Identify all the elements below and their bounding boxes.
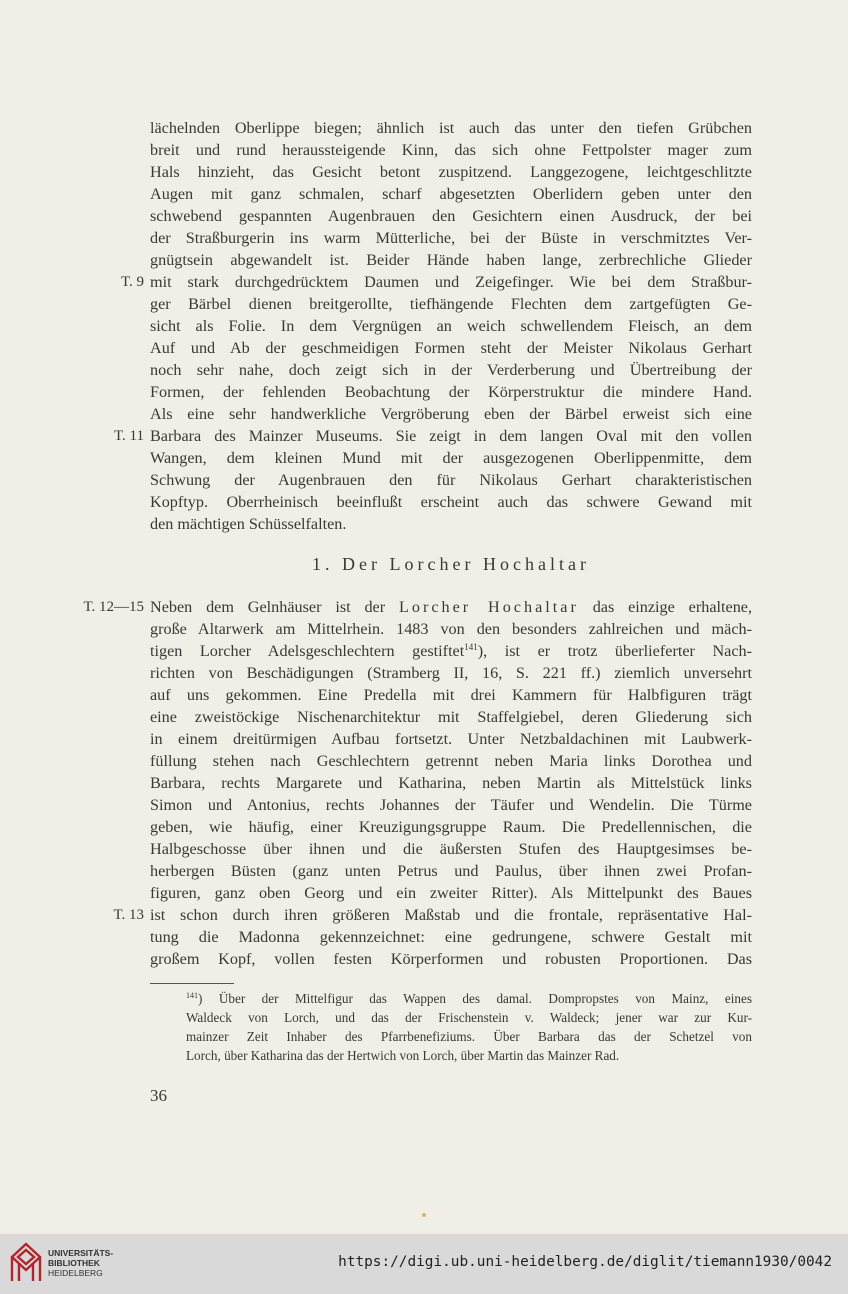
logo-line: HEIDELBERG bbox=[48, 1268, 103, 1278]
margin-note-plate-ref: T. 12—15 bbox=[83, 599, 144, 615]
text-line: geben, wie häufig, einer Kreuzigungsgruppe Raum. Die Predellennischen, die bbox=[150, 818, 752, 836]
text-line bbox=[150, 640, 752, 662]
text-line: den mächtigen Schüsselfalten. bbox=[150, 515, 347, 533]
library-logo-text bbox=[48, 1248, 113, 1278]
text-line: in einem dreitürmigen Aufbau fortsetzt. Unter Netzbaldachinen mit Laubwerk- bbox=[150, 730, 752, 748]
text-line: tung die Madonna gekennzeichnet: eine gedrungene, schwere Gestalt mit bbox=[150, 928, 752, 946]
spaced-title: Lorcher Hochaltar bbox=[398, 598, 579, 616]
text-line: breit und rund heraussteigende Kinn, das sich ohne Fettpolster mager zum bbox=[150, 141, 752, 159]
logo-line: UNIVERSITÄTS- bbox=[48, 1248, 114, 1258]
text-line: auf uns gekommen. Eine Predella mit drei Kammern für Halbfiguren trägt bbox=[150, 686, 752, 704]
text-line: Barbara des Mainzer Museums. Sie zeigt in dem langen Oval mit den vollen bbox=[150, 427, 752, 445]
text-segment: ) Über der Mittelfigur das Wappen des damal. Dompropstes von Mainz, eines bbox=[198, 991, 752, 1006]
text-line: Wangen, dem kleinen Mund mit der ausgezogenen Oberlippenmitte, dem bbox=[150, 449, 752, 467]
margin-note-plate-ref: T. 9 bbox=[120, 274, 144, 290]
text-line: sicht als Folie. In dem Vergnügen an weich schwellendem Fleisch, an dem bbox=[150, 317, 752, 335]
text-line: Barbara, rechts Margarete und Katharina, neben Martin als Mittelstück links bbox=[150, 774, 752, 792]
footnote-ref[interactable]: 141 bbox=[464, 642, 478, 652]
footnote-rule bbox=[150, 983, 234, 984]
footnote-line bbox=[150, 989, 752, 1008]
text-segment: tigen Lorcher Adelsgeschlechtern gestiftet bbox=[150, 642, 465, 660]
text-line: lächelnden Oberlippe biegen; ähnlich ist auch das unter den tiefen Grübchen bbox=[150, 119, 752, 137]
text-line: richten von Beschädigungen (Stramberg II, 16, S. 221 ff.) ziemlich unversehrt bbox=[150, 664, 752, 682]
text-segment: das einzige erhaltene, bbox=[592, 598, 752, 616]
text-line: Halbgeschosse über ihnen und die äußersten Stufen des Hauptgesimses be- bbox=[150, 840, 752, 858]
footnote-line: Lorch, über Katharina das der Hertwich von Lorch, über Martin das Mainzer Rad. bbox=[186, 1048, 620, 1063]
footnote-line: mainzer Zeit Inhaber des Pfarrbenefiziums. Über Barbara das der Schetzel von bbox=[186, 1029, 752, 1044]
text-line: Kopftyp. Oberrheinisch beeinflußt erscheint auch das schwere Gewand mit bbox=[150, 493, 752, 511]
text-line: Auf und Ab der geschmeidigen Formen steht der Meister Nikolaus Gerhart bbox=[150, 339, 752, 357]
page-mark bbox=[422, 1213, 426, 1217]
text-line: Simon und Antonius, rechts Johannes der Täufer und Wendelin. Die Türme bbox=[150, 796, 752, 814]
text-line: mit stark durchgedrücktem Daumen und Zeigefinger. Wie bei dem Straßbur- bbox=[150, 273, 752, 291]
text-line: füllung stehen nach Geschlechtern getrennt neben Maria links Dorothea und bbox=[150, 752, 752, 770]
text-line: eine zweistöckige Nischenarchitektur mit Staffelgiebel, deren Gliederung sich bbox=[150, 708, 752, 726]
text-line: große Altarwerk am Mittelrhein. 1483 von den besonders zahlreichen und mäch- bbox=[150, 620, 752, 638]
library-logo-icon[interactable] bbox=[9, 1241, 43, 1285]
text-line bbox=[150, 596, 752, 618]
margin-note-plate-ref: T. 11 bbox=[114, 428, 144, 444]
text-line: herbergen Büsten (ganz unten Petrus und Paulus, über ihnen zwei Profan- bbox=[150, 862, 752, 880]
text-line: Augen mit ganz schmalen, scharf abgesetzten Oberlidern geben unter den bbox=[150, 185, 752, 203]
permalink-url[interactable]: https://digi.ub.uni-heidelberg.de/diglit/tiemann1930/0042 bbox=[338, 1254, 832, 1270]
footnote-number: 141 bbox=[186, 991, 198, 1000]
text-segment: Neben dem Gelnhäuser ist der bbox=[150, 598, 386, 616]
margin-note-plate-ref: T. 13 bbox=[113, 907, 144, 923]
text-line: figuren, ganz oben Georg und ein zweiter Ritter). Als Mittelpunkt des Baues bbox=[150, 884, 752, 902]
text-line: gnügtsein abgewandelt ist. Beider Hände haben lange, zerbrechliche Glieder bbox=[150, 251, 752, 269]
text-line: ist schon durch ihren größeren Maßstab und die frontale, repräsentative Hal- bbox=[150, 906, 752, 924]
text-line: Schwung der Augenbrauen den für Nikolaus Gerhart charakteristischen bbox=[150, 471, 752, 489]
text-line: großem Kopf, vollen festen Körperformen und robusten Proportionen. Das bbox=[150, 950, 752, 968]
text-line: Formen, der fehlenden Beobachtung der Körperstruktur die mindere Hand. bbox=[150, 383, 752, 401]
page-number: 36 bbox=[150, 1086, 167, 1105]
text-line: Als eine sehr handwerkliche Vergröberung eben der Bärbel erweist sich eine bbox=[150, 405, 752, 423]
text-line: ger Bärbel dienen breitgerollte, tiefhängende Flechten dem zartgefügten Ge- bbox=[150, 295, 752, 313]
text-line: Hals hinzieht, das Gesicht betont zuspitzend. Langgezogene, leichtgeschlitzte bbox=[150, 163, 752, 181]
text-line: schwebend gespannten Augenbrauen den Gesichtern einen Ausdruck, der bei bbox=[150, 207, 752, 225]
text-line: noch sehr nahe, doch zeigt sich in der Verderberung und Übertreibung der bbox=[150, 361, 752, 379]
logo-line: BIBLIOTHEK bbox=[48, 1258, 100, 1268]
text-line: der Straßburgerin ins warm Mütterliche, bei der Büste in verschmitztes Ver- bbox=[150, 229, 752, 247]
footnote-line: Waldeck von Lorch, und das der Frischenstein v. Waldeck; jener war zur Kur- bbox=[186, 1010, 752, 1025]
viewer-footer bbox=[0, 1234, 848, 1294]
text-segment: ), ist er trotz überlieferter Nach- bbox=[477, 642, 752, 660]
section-heading: 1. Der Lorcher Hochaltar bbox=[312, 554, 590, 574]
